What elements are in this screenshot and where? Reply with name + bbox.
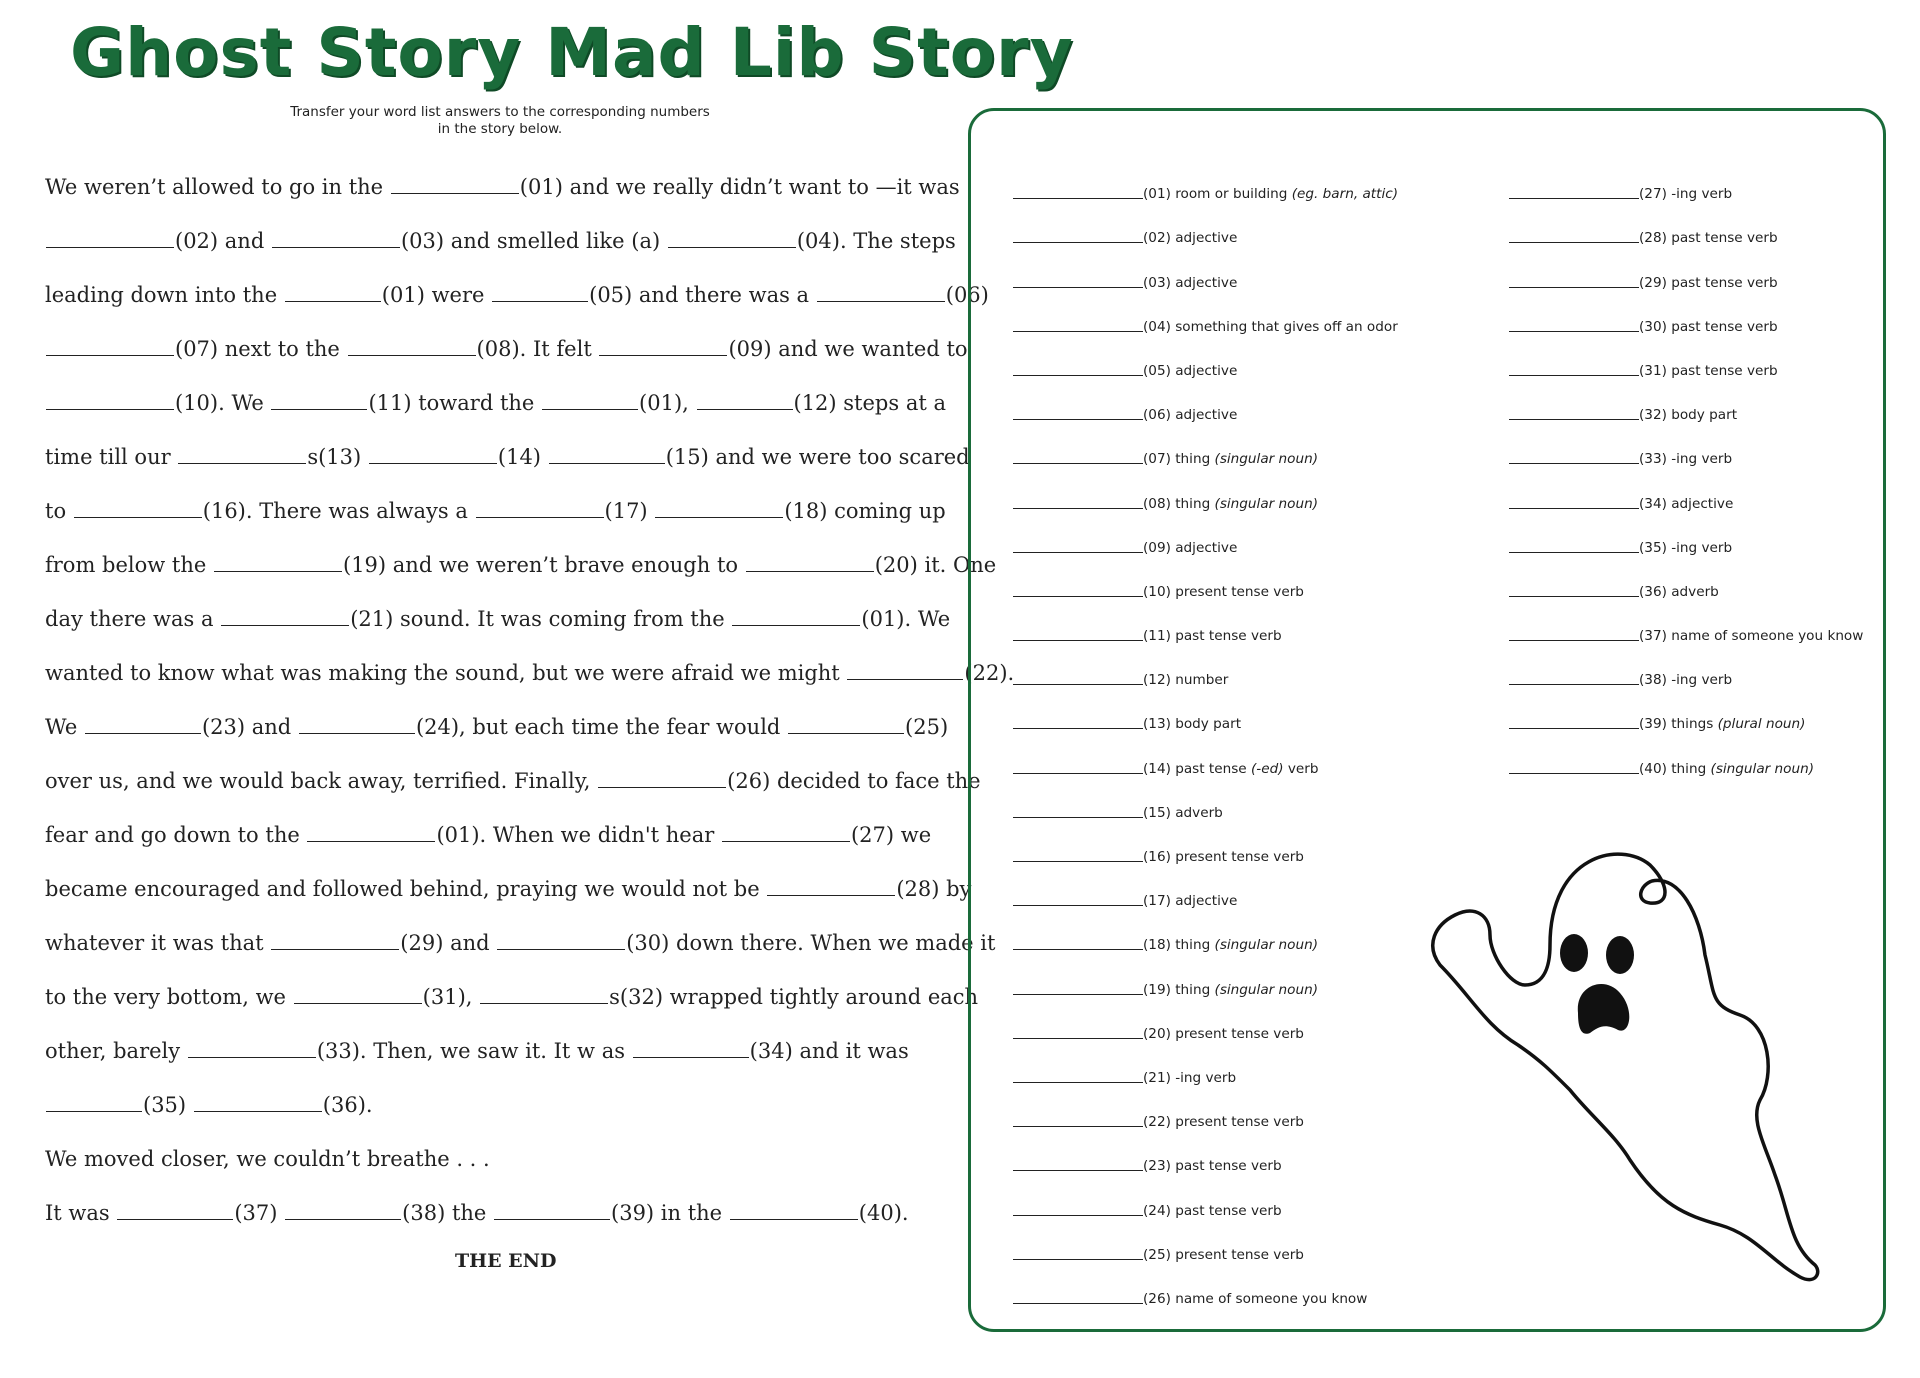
story-text-segment: It was	[45, 1201, 117, 1225]
answer-blank	[1509, 419, 1639, 420]
story-text-segment: (33). Then, we saw it. It w as	[316, 1039, 632, 1063]
story-text-segment: (17)	[604, 499, 655, 523]
word-list-label: (28) past tense verb	[1639, 230, 1778, 247]
story-blank	[549, 463, 665, 464]
story-blank	[746, 571, 874, 572]
story-blank	[494, 1219, 610, 1220]
story-line	[45, 592, 951, 646]
story-blank	[214, 571, 342, 572]
answer-blank	[1509, 508, 1639, 509]
answer-blank	[1013, 684, 1143, 685]
story-blank	[722, 841, 850, 842]
story-blank	[117, 1219, 233, 1220]
story-text-segment: (03) and smelled like (a)	[400, 229, 667, 253]
word-list-item	[1013, 380, 1398, 424]
answer-blank	[1509, 728, 1639, 729]
story-blank	[85, 733, 201, 734]
story-blank	[697, 409, 793, 410]
answer-blank	[1013, 773, 1143, 774]
story-blank	[847, 679, 963, 680]
story-blank	[730, 1219, 858, 1220]
story-text-segment: (16). There was always a	[202, 499, 475, 523]
word-list-label: verb	[1283, 760, 1319, 777]
story-text-segment: became encouraged and followed behind, praying we would not be	[45, 877, 767, 901]
story-line	[45, 1132, 945, 1186]
story-line	[45, 268, 989, 322]
word-list-label: (23) past tense verb	[1143, 1158, 1282, 1175]
word-list-item	[1013, 733, 1398, 777]
word-list-label: (24) past tense verb	[1143, 1202, 1282, 1219]
story-blank	[178, 463, 306, 464]
word-list-item	[1013, 778, 1398, 822]
story-text-segment: (37)	[234, 1201, 285, 1225]
word-list-hint: (plural noun)	[1717, 716, 1806, 733]
story-text-segment: We moved closer, we couldn’t breathe . . .	[45, 1147, 490, 1171]
word-list-item	[1509, 336, 1863, 380]
word-list-label: (15) adverb	[1143, 804, 1223, 821]
story-text-segment: (11) toward the	[368, 391, 542, 415]
word-list-label: (08) thing	[1143, 495, 1215, 512]
word-list-item	[1013, 1131, 1398, 1175]
word-list-label: (34) adjective	[1639, 495, 1734, 512]
story-blank	[369, 463, 497, 464]
answer-blank	[1013, 728, 1143, 729]
story-text-segment: (35)	[143, 1093, 193, 1117]
answer-blank	[1509, 331, 1639, 332]
story-blank	[542, 409, 638, 410]
word-list-hint: (singular noun)	[1214, 981, 1319, 998]
word-list-item	[1509, 689, 1863, 733]
story-text-segment: (01). We	[861, 607, 951, 631]
word-list-label: (06) adjective	[1143, 407, 1238, 424]
word-list-item	[1013, 645, 1398, 689]
word-list-label: (25) present tense verb	[1143, 1246, 1304, 1263]
word-list-label: (03) adjective	[1143, 274, 1238, 291]
story-text-segment: s(13)	[307, 445, 368, 469]
word-list-item	[1509, 601, 1863, 645]
word-list-left-column	[1013, 159, 1398, 1308]
story-text-segment: (23) and	[201, 715, 298, 739]
word-list-item	[1509, 468, 1863, 512]
word-list-label: (17) adjective	[1143, 893, 1238, 910]
word-list-label: (31) past tense verb	[1639, 362, 1778, 379]
story-text-segment: (07) next to the	[175, 337, 347, 361]
page-title: Ghost Story Mad Lib Story	[70, 14, 1074, 91]
story-text-segment: We weren’t allowed to go in the	[45, 175, 390, 199]
story-blank	[285, 1219, 401, 1220]
word-list-item	[1509, 380, 1863, 424]
answer-blank	[1509, 640, 1639, 641]
story-blank	[480, 1003, 608, 1004]
the-end-label: THE END	[455, 1250, 557, 1272]
story-text-segment: (10). We	[175, 391, 271, 415]
story-text-segment: (24), but each time the fear would	[415, 715, 788, 739]
word-list-item	[1013, 1043, 1398, 1087]
story-blank	[732, 625, 860, 626]
instructions	[240, 104, 760, 138]
story-text-segment: (02) and	[175, 229, 271, 253]
word-list-hint: (-ed)	[1251, 760, 1284, 777]
story-blank	[598, 787, 726, 788]
answer-blank	[1013, 1082, 1143, 1083]
story-text-segment: leading down into the	[45, 283, 284, 307]
story-line	[45, 916, 996, 970]
story-blank	[285, 301, 381, 302]
word-list-item	[1013, 601, 1398, 645]
word-list-item	[1013, 247, 1398, 291]
word-list-hint: (singular noun)	[1214, 495, 1319, 512]
story-text-segment: (01) and we really didn’t want to —it was	[519, 175, 960, 199]
instructions-line-2: in the story below.	[437, 121, 563, 137]
answer-blank	[1013, 198, 1143, 199]
word-list-item	[1013, 1220, 1398, 1264]
answer-blank	[1013, 861, 1143, 862]
word-list-item	[1013, 292, 1398, 336]
story-text-segment: (21) sound. It was coming from the	[350, 607, 732, 631]
story-line	[45, 322, 968, 376]
story-text	[45, 160, 1015, 1240]
word-list-label: (29) past tense verb	[1639, 274, 1778, 291]
story-blank	[272, 247, 400, 248]
word-list-item	[1509, 247, 1863, 291]
story-blank	[767, 895, 895, 896]
word-list-item	[1509, 645, 1863, 689]
answer-blank	[1013, 596, 1143, 597]
story-text-segment: (15) and we were too scared	[665, 445, 970, 469]
story-text-segment: (39) in the	[611, 1201, 729, 1225]
word-list-label: (16) present tense verb	[1143, 849, 1304, 865]
word-list-label: (32) body part	[1639, 407, 1738, 424]
story-text-segment: (27) we	[850, 823, 932, 847]
story-text-segment: to	[45, 499, 73, 523]
answer-blank	[1013, 1259, 1143, 1260]
word-list-hint: (eg. barn, attic)	[1291, 186, 1399, 203]
word-list-item	[1013, 910, 1398, 954]
answer-blank	[1013, 1215, 1143, 1216]
story-text-segment: (04). The steps	[796, 229, 956, 253]
word-list-item	[1509, 292, 1863, 336]
word-list-label: (27) -ing verb	[1639, 186, 1733, 203]
answer-blank	[1013, 419, 1143, 420]
story-text-segment: (20) it. One	[874, 553, 997, 577]
word-list-item	[1013, 203, 1398, 247]
answer-blank	[1013, 508, 1143, 509]
story-text-segment: We	[45, 715, 84, 739]
word-list-label: (04) something that gives off an odor	[1143, 318, 1398, 335]
story-line	[45, 1078, 945, 1132]
story-blank	[271, 409, 367, 410]
story-text-segment: (01). When we didn't hear	[436, 823, 721, 847]
word-list-hint: (singular noun)	[1214, 451, 1319, 468]
story-text-segment: (09) and we wanted to	[728, 337, 968, 361]
story-text-segment: (31),	[422, 985, 480, 1009]
answer-blank	[1509, 198, 1639, 199]
story-text-segment: (38) the	[402, 1201, 494, 1225]
answer-blank	[1013, 463, 1143, 464]
story-blank	[391, 193, 519, 194]
story-line	[45, 484, 945, 538]
story-line	[45, 1186, 945, 1240]
story-blank	[221, 625, 349, 626]
story-text-segment: (26) decided to face the	[727, 769, 981, 793]
story-text-segment: fear and go down to the	[45, 823, 307, 847]
story-text-segment: (12) steps at a	[793, 391, 946, 415]
story-line	[45, 1024, 945, 1078]
story-blank	[188, 1057, 316, 1058]
story-text-segment: (01),	[639, 391, 696, 415]
story-text-segment: (29) and	[400, 931, 497, 955]
word-list-label: (20) present tense verb	[1143, 1025, 1304, 1042]
story-blank	[307, 841, 435, 842]
story-text-segment: time till our	[45, 445, 178, 469]
story-text-segment: (01) were	[381, 283, 492, 307]
story-blank	[194, 1111, 322, 1112]
answer-blank	[1509, 463, 1639, 464]
story-text-segment: (19) and we weren’t brave enough to	[343, 553, 745, 577]
answer-blank	[1509, 287, 1639, 288]
answer-blank	[1509, 773, 1639, 774]
answer-blank	[1013, 640, 1143, 641]
word-list-label: (30) past tense verb	[1639, 318, 1778, 335]
word-list-label: (33) -ing verb	[1639, 451, 1733, 468]
word-list-item	[1013, 822, 1398, 866]
story-blank	[788, 733, 904, 734]
word-list-hint: (singular noun)	[1214, 937, 1319, 954]
story-blank	[46, 355, 174, 356]
word-list-item	[1013, 689, 1398, 733]
answer-blank	[1013, 287, 1143, 288]
story-blank	[817, 301, 945, 302]
story-blank	[271, 949, 399, 950]
story-blank	[668, 247, 796, 248]
word-list-label: (14) past tense	[1143, 760, 1251, 777]
word-list-item	[1013, 424, 1398, 468]
answer-blank	[1509, 684, 1639, 685]
story-blank	[655, 517, 783, 518]
answer-blank	[1013, 1170, 1143, 1171]
answer-blank	[1013, 552, 1143, 553]
word-list-label: (10) present tense verb	[1143, 583, 1304, 600]
word-list-item	[1013, 999, 1398, 1043]
story-text-segment: s(32) wrapped tightly around each	[609, 985, 979, 1009]
word-list-label: (36) adverb	[1639, 583, 1719, 600]
word-list-item	[1013, 336, 1398, 380]
word-list-item	[1509, 159, 1863, 203]
word-list-item	[1509, 424, 1863, 468]
answer-blank	[1013, 949, 1143, 950]
story-line	[45, 160, 960, 214]
word-list-label: (26) name of someone you know	[1143, 1290, 1368, 1307]
story-blank	[348, 355, 476, 356]
word-list-label: (12) number	[1143, 672, 1229, 689]
story-blank	[299, 733, 415, 734]
word-list-label: (13) body part	[1143, 716, 1242, 733]
story-text-segment: (18) coming up	[784, 499, 946, 523]
word-list-item	[1013, 513, 1398, 557]
word-list-label: (02) adjective	[1143, 230, 1238, 247]
story-text-segment: (36).	[322, 1093, 373, 1117]
story-text-segment: day there was a	[45, 607, 221, 631]
word-list-label: (09) adjective	[1143, 539, 1238, 556]
word-list-item	[1509, 513, 1863, 557]
story-blank	[294, 1003, 422, 1004]
story-line	[45, 646, 1015, 700]
word-list-label: (40) thing	[1639, 760, 1711, 777]
answer-blank	[1509, 375, 1639, 376]
story-text-segment: (14)	[497, 445, 548, 469]
story-line	[45, 214, 956, 268]
story-line	[45, 754, 981, 808]
word-list-item	[1013, 954, 1398, 998]
story-text-segment: other, barely	[45, 1039, 187, 1063]
answer-blank	[1013, 994, 1143, 995]
word-list-label: (22) present tense verb	[1143, 1114, 1304, 1131]
word-list-item	[1013, 1087, 1398, 1131]
story-line	[45, 970, 979, 1024]
story-text-segment: (25)	[905, 715, 949, 739]
story-text-segment: wanted to know what was making the sound, but we were afraid we might	[45, 661, 847, 685]
answer-blank	[1013, 1303, 1143, 1304]
story-text-segment: (34) and it was	[749, 1039, 909, 1063]
story-blank	[46, 247, 174, 248]
story-blank	[46, 1111, 142, 1112]
instructions-line-1: Transfer your word list answers to the corresponding numbers	[290, 104, 710, 120]
word-list-item	[1509, 733, 1863, 777]
story-text-segment: (22).	[964, 661, 1015, 685]
word-list-label: (11) past tense verb	[1143, 628, 1282, 645]
story-line	[45, 538, 997, 592]
word-list-label: (19) thing	[1143, 981, 1215, 998]
story-blank	[492, 301, 588, 302]
answer-blank	[1013, 1126, 1143, 1127]
story-text-segment: (05) and there was a	[589, 283, 816, 307]
story-line	[45, 700, 949, 754]
story-blank	[476, 517, 604, 518]
word-list-label: (38) -ing verb	[1639, 672, 1733, 689]
answer-blank	[1013, 331, 1143, 332]
word-list-label: (39) things	[1639, 716, 1718, 733]
story-text-segment: (08). It felt	[476, 337, 599, 361]
word-list-right-column	[1509, 159, 1863, 778]
story-text-segment: over us, and we would back away, terrified. Finally,	[45, 769, 598, 793]
word-list-label: (07) thing	[1143, 451, 1215, 468]
story-text-segment: to the very bottom, we	[45, 985, 293, 1009]
word-list-item	[1013, 159, 1398, 203]
story-text-segment: (06)	[945, 283, 989, 307]
story-line	[45, 376, 945, 430]
answer-blank	[1013, 242, 1143, 243]
answer-blank	[1509, 552, 1639, 553]
story-text-segment: (30) down there. When we made it	[626, 931, 996, 955]
answer-blank	[1509, 242, 1639, 243]
word-list-hint: (singular noun)	[1710, 760, 1815, 777]
word-list-item	[1013, 1175, 1398, 1219]
story-blank	[633, 1057, 749, 1058]
story-blank	[599, 355, 727, 356]
story-text-segment: from below the	[45, 553, 213, 577]
word-list-label: (01) room or building	[1143, 186, 1292, 203]
answer-blank	[1013, 1038, 1143, 1039]
story-line	[45, 808, 945, 862]
story-blank	[74, 517, 202, 518]
story-blank	[46, 409, 174, 410]
story-line	[45, 862, 972, 916]
answer-blank	[1013, 905, 1143, 906]
word-list-item	[1013, 557, 1398, 601]
word-list-label: (18) thing	[1143, 937, 1215, 954]
answer-blank	[1013, 375, 1143, 376]
answer-blank	[1509, 596, 1639, 597]
word-list-item	[1013, 1264, 1398, 1308]
word-list-item	[1013, 468, 1398, 512]
word-list-item	[1013, 866, 1398, 910]
word-list-item	[1509, 557, 1863, 601]
ghost-icon	[1430, 845, 1850, 1305]
word-list-label: (05) adjective	[1143, 362, 1238, 379]
story-blank	[497, 949, 625, 950]
story-text-segment: (28) by	[896, 877, 972, 901]
story-text-segment: whatever it was that	[45, 931, 271, 955]
answer-blank	[1013, 817, 1143, 818]
story-line	[45, 430, 970, 484]
word-list-item	[1509, 203, 1863, 247]
word-list-label: (35) -ing verb	[1639, 539, 1733, 556]
story-text-segment: (40).	[858, 1201, 909, 1225]
word-list-label: (37) name of someone you know	[1639, 628, 1864, 645]
word-list-label: (21) -ing verb	[1143, 1069, 1237, 1086]
